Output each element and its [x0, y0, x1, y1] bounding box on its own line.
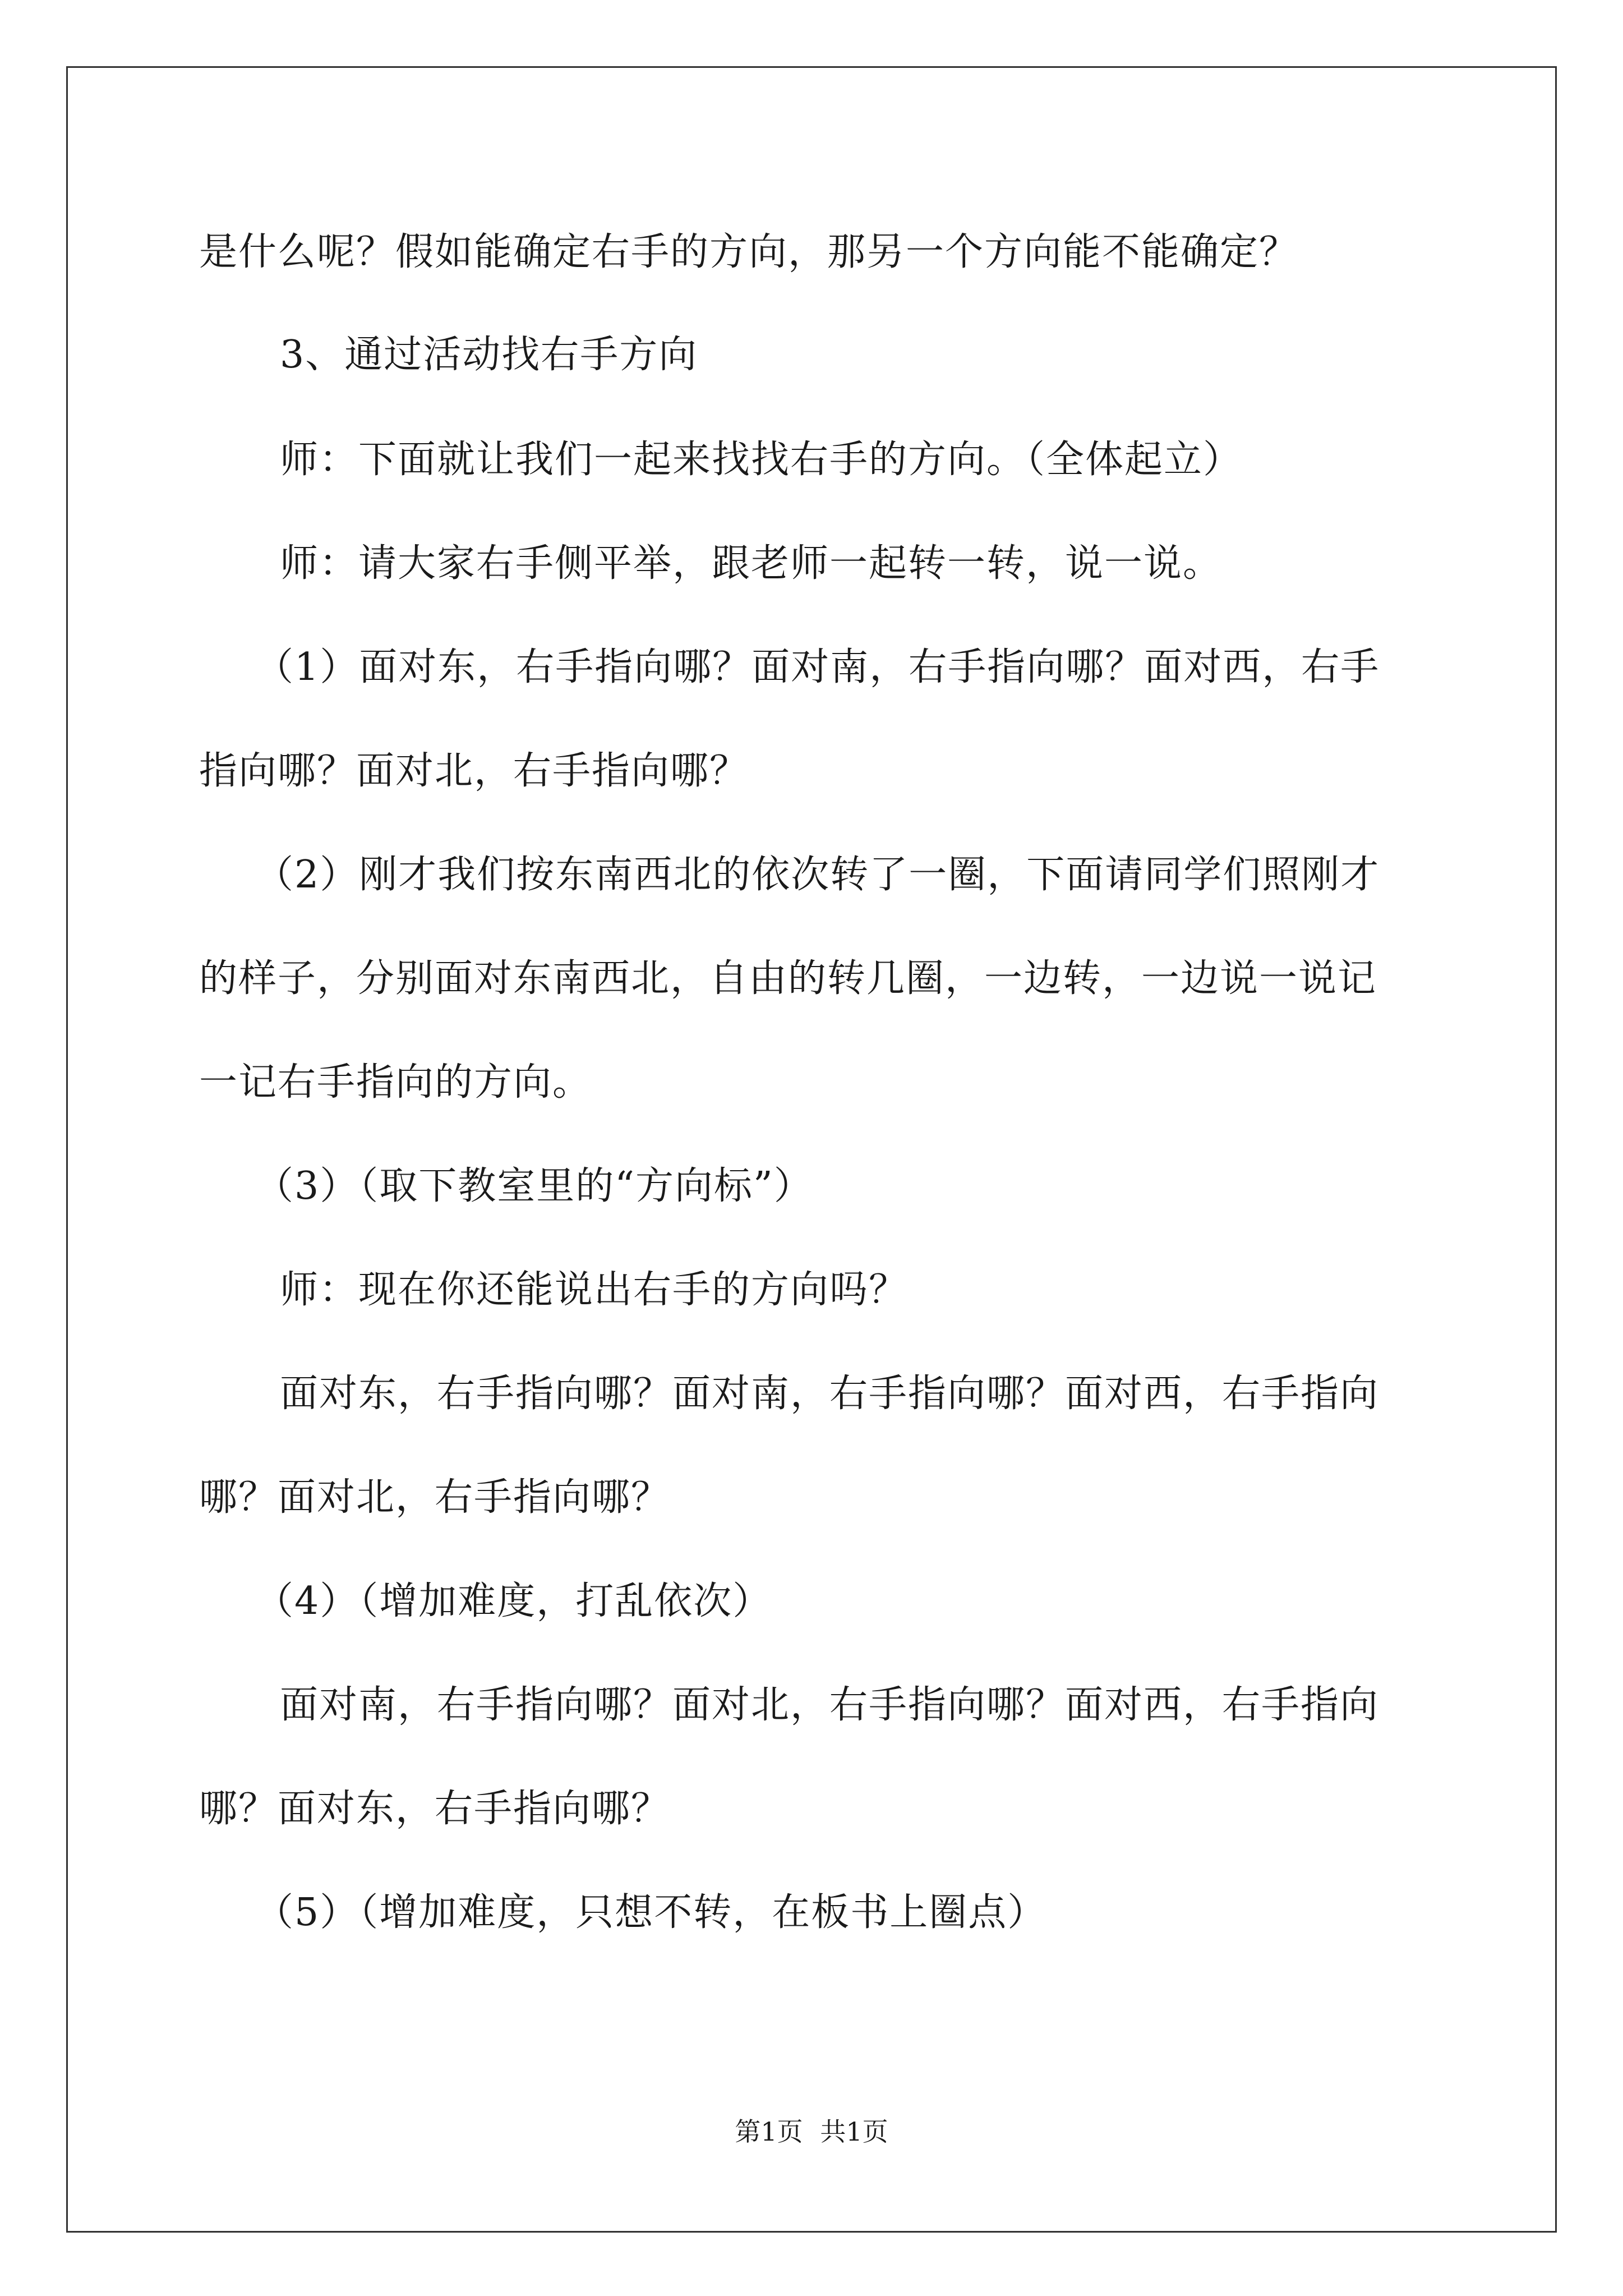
- text-line: （4）（增加难度，打乱依次）: [255, 1579, 772, 1623]
- text-line: 指向哪？面对北，右手指向哪？: [199, 749, 749, 793]
- page-footer: [0, 2115, 1623, 2148]
- text-line: （5）（增加难度，只想不转，在板书上圈点）: [255, 1890, 1047, 1935]
- section-heading: 3、通过活动找右手方向: [280, 333, 698, 377]
- text-line: 师：下面就让我们一起来找找右手的方向。（全体起立）: [280, 438, 1243, 482]
- text-line: 师：现在你还能说出右手的方向吗？: [280, 1268, 909, 1312]
- text-line: 哪？面对北，右手指向哪？: [199, 1475, 671, 1520]
- text-line: 面对东，右手指向哪？面对南，右手指向哪？面对西，右手指向: [280, 1372, 1380, 1416]
- page-number-current: 第1页: [735, 2116, 803, 2147]
- text-line: 是什么呢？假如能确定右手的方向，那另一个方向能不能确定？: [199, 230, 1299, 274]
- text-line: 面对南，右手指向哪？面对北，右手指向哪？面对西，右手指向: [280, 1683, 1380, 1727]
- text-line: （3）（取下教室里的“方向标”）: [255, 1164, 813, 1208]
- text-line: 的样子，分别面对东南西北，自由的转几圈，一边转，一边说一说记: [199, 956, 1377, 1001]
- text-line: （2）刚才我们按东南西北的依次转了一圈，下面请同学们照刚才: [255, 853, 1380, 897]
- page-number-total: 共1页: [820, 2116, 888, 2147]
- text-line: 哪？面对东，右手指向哪？: [199, 1787, 671, 1831]
- text-line: 一记右手指向的方向。: [199, 1060, 592, 1105]
- text-line: 师：请大家右手侧平举，跟老师一起转一转，说一说。: [280, 541, 1223, 586]
- text-line: （1）面对东，右手指向哪？面对南，右手指向哪？面对西，右手: [255, 645, 1380, 689]
